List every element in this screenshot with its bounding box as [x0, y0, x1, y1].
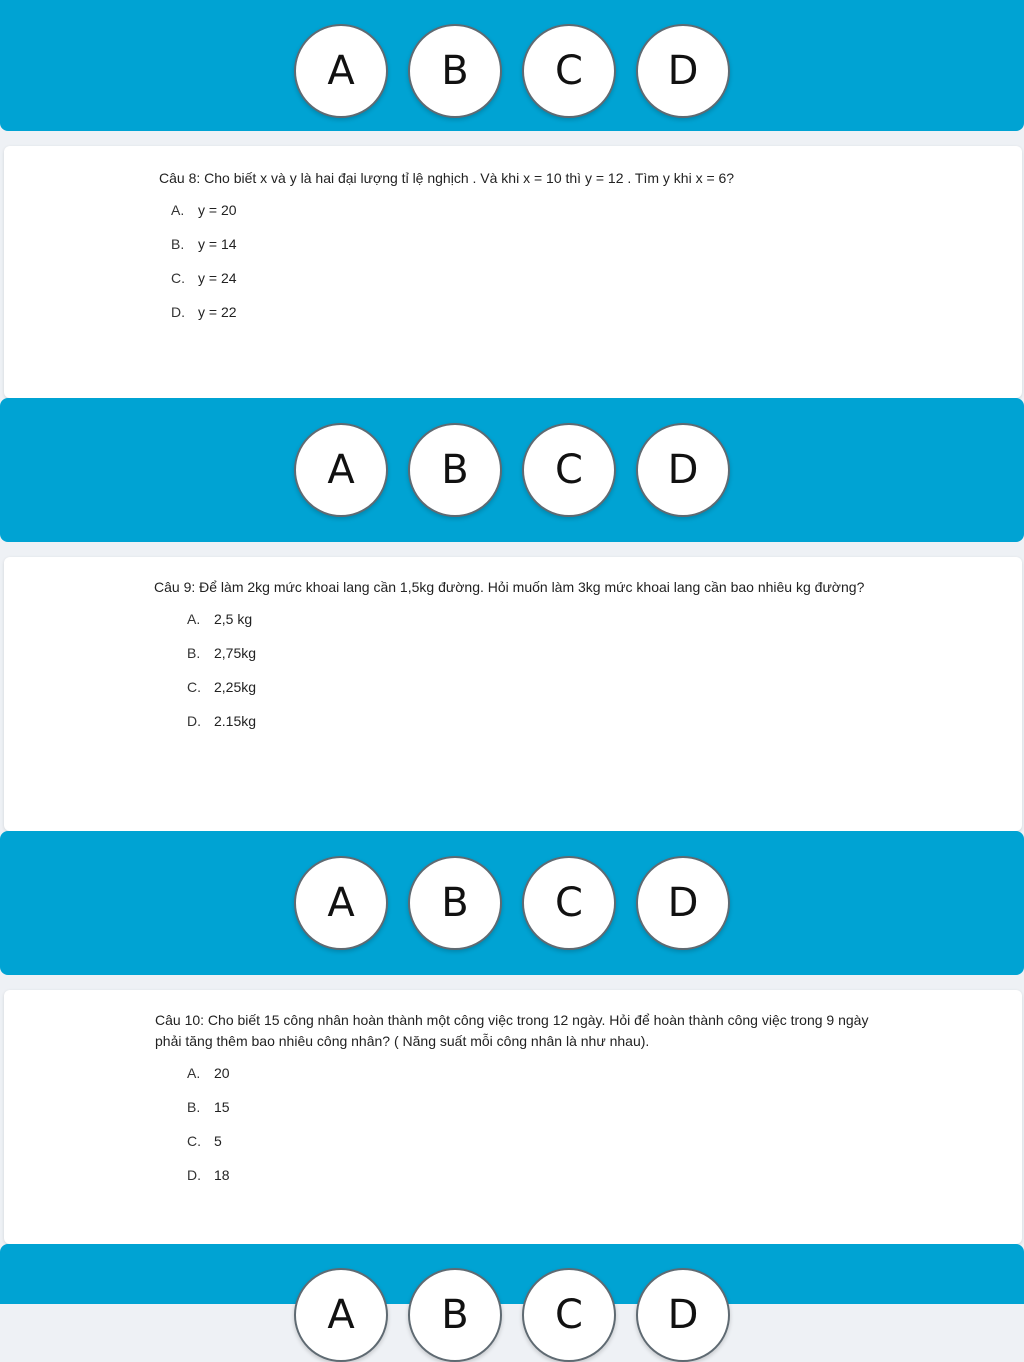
option-item [171, 234, 1022, 268]
option-item [171, 268, 1022, 302]
answer-bar [0, 1244, 1024, 1338]
answer-button-d[interactable]: D [636, 423, 730, 517]
question-text: Câu 8: Cho biết x và y là hai đại lượng tỉ lệ nghịch . Và khi x = 10 thì y = 12 . Tìm y khi x = 6? [159, 170, 735, 186]
answer-button-a[interactable]: A [294, 423, 388, 517]
option-text: y = 22 [198, 304, 237, 320]
option-letter: C. [187, 1133, 201, 1149]
answer-bar [0, 398, 1024, 542]
option-letter: B. [171, 236, 185, 252]
question-text: Câu 10: Cho biết 15 công nhân hoàn thành một công việc trong 12 ngày. Hỏi để hoàn thành công việc trong 9 ngày phải tăng thêm bao nhiêu công nhân? ( Năng suất mỗi công nhân là như nhau). [155, 1012, 869, 1049]
option-text: 20 [214, 1065, 230, 1081]
option-text: 2,5 kg [214, 611, 253, 627]
option-letter: C. [187, 679, 201, 695]
answer-button-b[interactable]: B [408, 423, 502, 517]
answer-button-b[interactable]: B [408, 1268, 502, 1362]
option-text: 2.15kg [214, 713, 257, 729]
answer-button-d[interactable]: D [636, 1268, 730, 1362]
option-text: 2,25kg [214, 679, 257, 695]
option-item [187, 1063, 1022, 1097]
option-letter: A. [171, 202, 185, 218]
option-letter: A. [187, 611, 201, 627]
option-item [187, 643, 1022, 677]
question-card [4, 990, 1022, 1244]
answer-button-a[interactable]: A [294, 24, 388, 118]
option-text: y = 14 [198, 236, 237, 252]
option-letter: B. [187, 1099, 201, 1115]
question-card [4, 557, 1022, 831]
option-text: 15 [214, 1099, 230, 1115]
option-list [187, 609, 1022, 745]
answer-button-d[interactable]: D [636, 856, 730, 950]
option-letter: C. [171, 270, 185, 286]
answer-button-a[interactable]: A [294, 856, 388, 950]
option-item [171, 302, 1022, 336]
question-card [4, 146, 1022, 398]
option-letter: D. [187, 713, 201, 729]
answer-bar [0, 0, 1024, 131]
option-text: 5 [214, 1133, 222, 1149]
option-letter: A. [187, 1065, 201, 1081]
option-item [187, 711, 1022, 745]
answer-button-b[interactable]: B [408, 856, 502, 950]
option-item [187, 677, 1022, 711]
question-text: Câu 9: Để làm 2kg mức khoai lang cần 1,5kg đường. Hỏi muốn làm 3kg mức khoai lang cần bao nhiêu kg đường? [154, 579, 865, 595]
answer-button-c[interactable]: C [522, 423, 616, 517]
answer-button-c[interactable]: C [522, 24, 616, 118]
answer-button-a[interactable]: A [294, 1268, 388, 1362]
option-list [187, 1063, 1022, 1199]
option-item [187, 1165, 1022, 1199]
answer-button-d[interactable]: D [636, 24, 730, 118]
option-list [171, 200, 1022, 336]
option-letter: D. [171, 304, 185, 320]
option-text: y = 20 [198, 202, 237, 218]
option-item [187, 1097, 1022, 1131]
answer-button-c[interactable]: C [522, 1268, 616, 1362]
option-item [187, 1131, 1022, 1165]
answer-button-c[interactable]: C [522, 856, 616, 950]
option-item [171, 200, 1022, 234]
option-text: y = 24 [198, 270, 237, 286]
option-text: 18 [214, 1167, 230, 1183]
option-letter: B. [187, 645, 201, 661]
option-text: 2,75kg [214, 645, 257, 661]
option-letter: D. [187, 1167, 201, 1183]
answer-button-b[interactable]: B [408, 24, 502, 118]
option-item [187, 609, 1022, 643]
answer-bar [0, 831, 1024, 975]
